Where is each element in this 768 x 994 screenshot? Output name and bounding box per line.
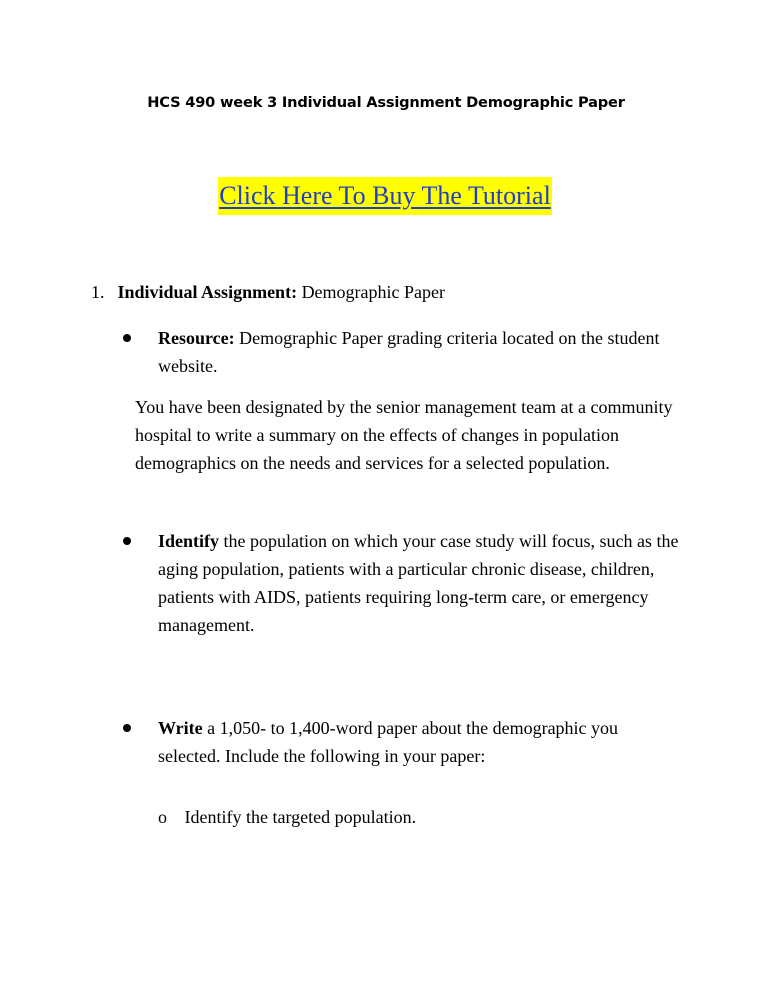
bullet-resource [123, 324, 683, 380]
item-number: 1. [91, 282, 105, 302]
resource-label: Resource: [158, 328, 235, 348]
write-label: Write [158, 718, 203, 738]
identify-label: Identify [158, 531, 220, 551]
sub-item-text: Identify the targeted population. [184, 807, 417, 827]
item-text: Demographic Paper [301, 282, 446, 302]
intro-paragraph: You have been designated by the senior management team at a community hospital to write a summary on the effects of changes in population demographics on the needs and services for a selected population. [135, 397, 673, 473]
document-title: HCS 490 week 3 Individual Assignment Demographic Paper [147, 94, 625, 111]
bullet-icon [123, 334, 131, 342]
bullet-write [123, 714, 683, 770]
numbered-item-1 [91, 278, 731, 306]
bullet-icon [123, 537, 131, 545]
bullet-identify [123, 527, 683, 639]
write-text: a 1,050- to 1,400-word paper about the demographic you selected. Include the following in your paper: [158, 718, 619, 766]
identify-text: the population on which your case study will focus, such as the aging population, patients with a particular chronic disease, children, patients with AIDS, patients requiring long-term care, or emergency management. [158, 531, 679, 635]
resource-text: Demographic Paper grading criteria located on the student website. [158, 328, 660, 376]
sub-bullet-marker: o [158, 807, 167, 827]
item-label: Individual Assignment: [117, 282, 298, 302]
bullet-icon [123, 724, 131, 732]
buy-tutorial-link[interactable]: Click Here To Buy The Tutorial [218, 177, 552, 215]
sub-item-targeted-population [158, 803, 658, 831]
cta-container [0, 177, 768, 215]
